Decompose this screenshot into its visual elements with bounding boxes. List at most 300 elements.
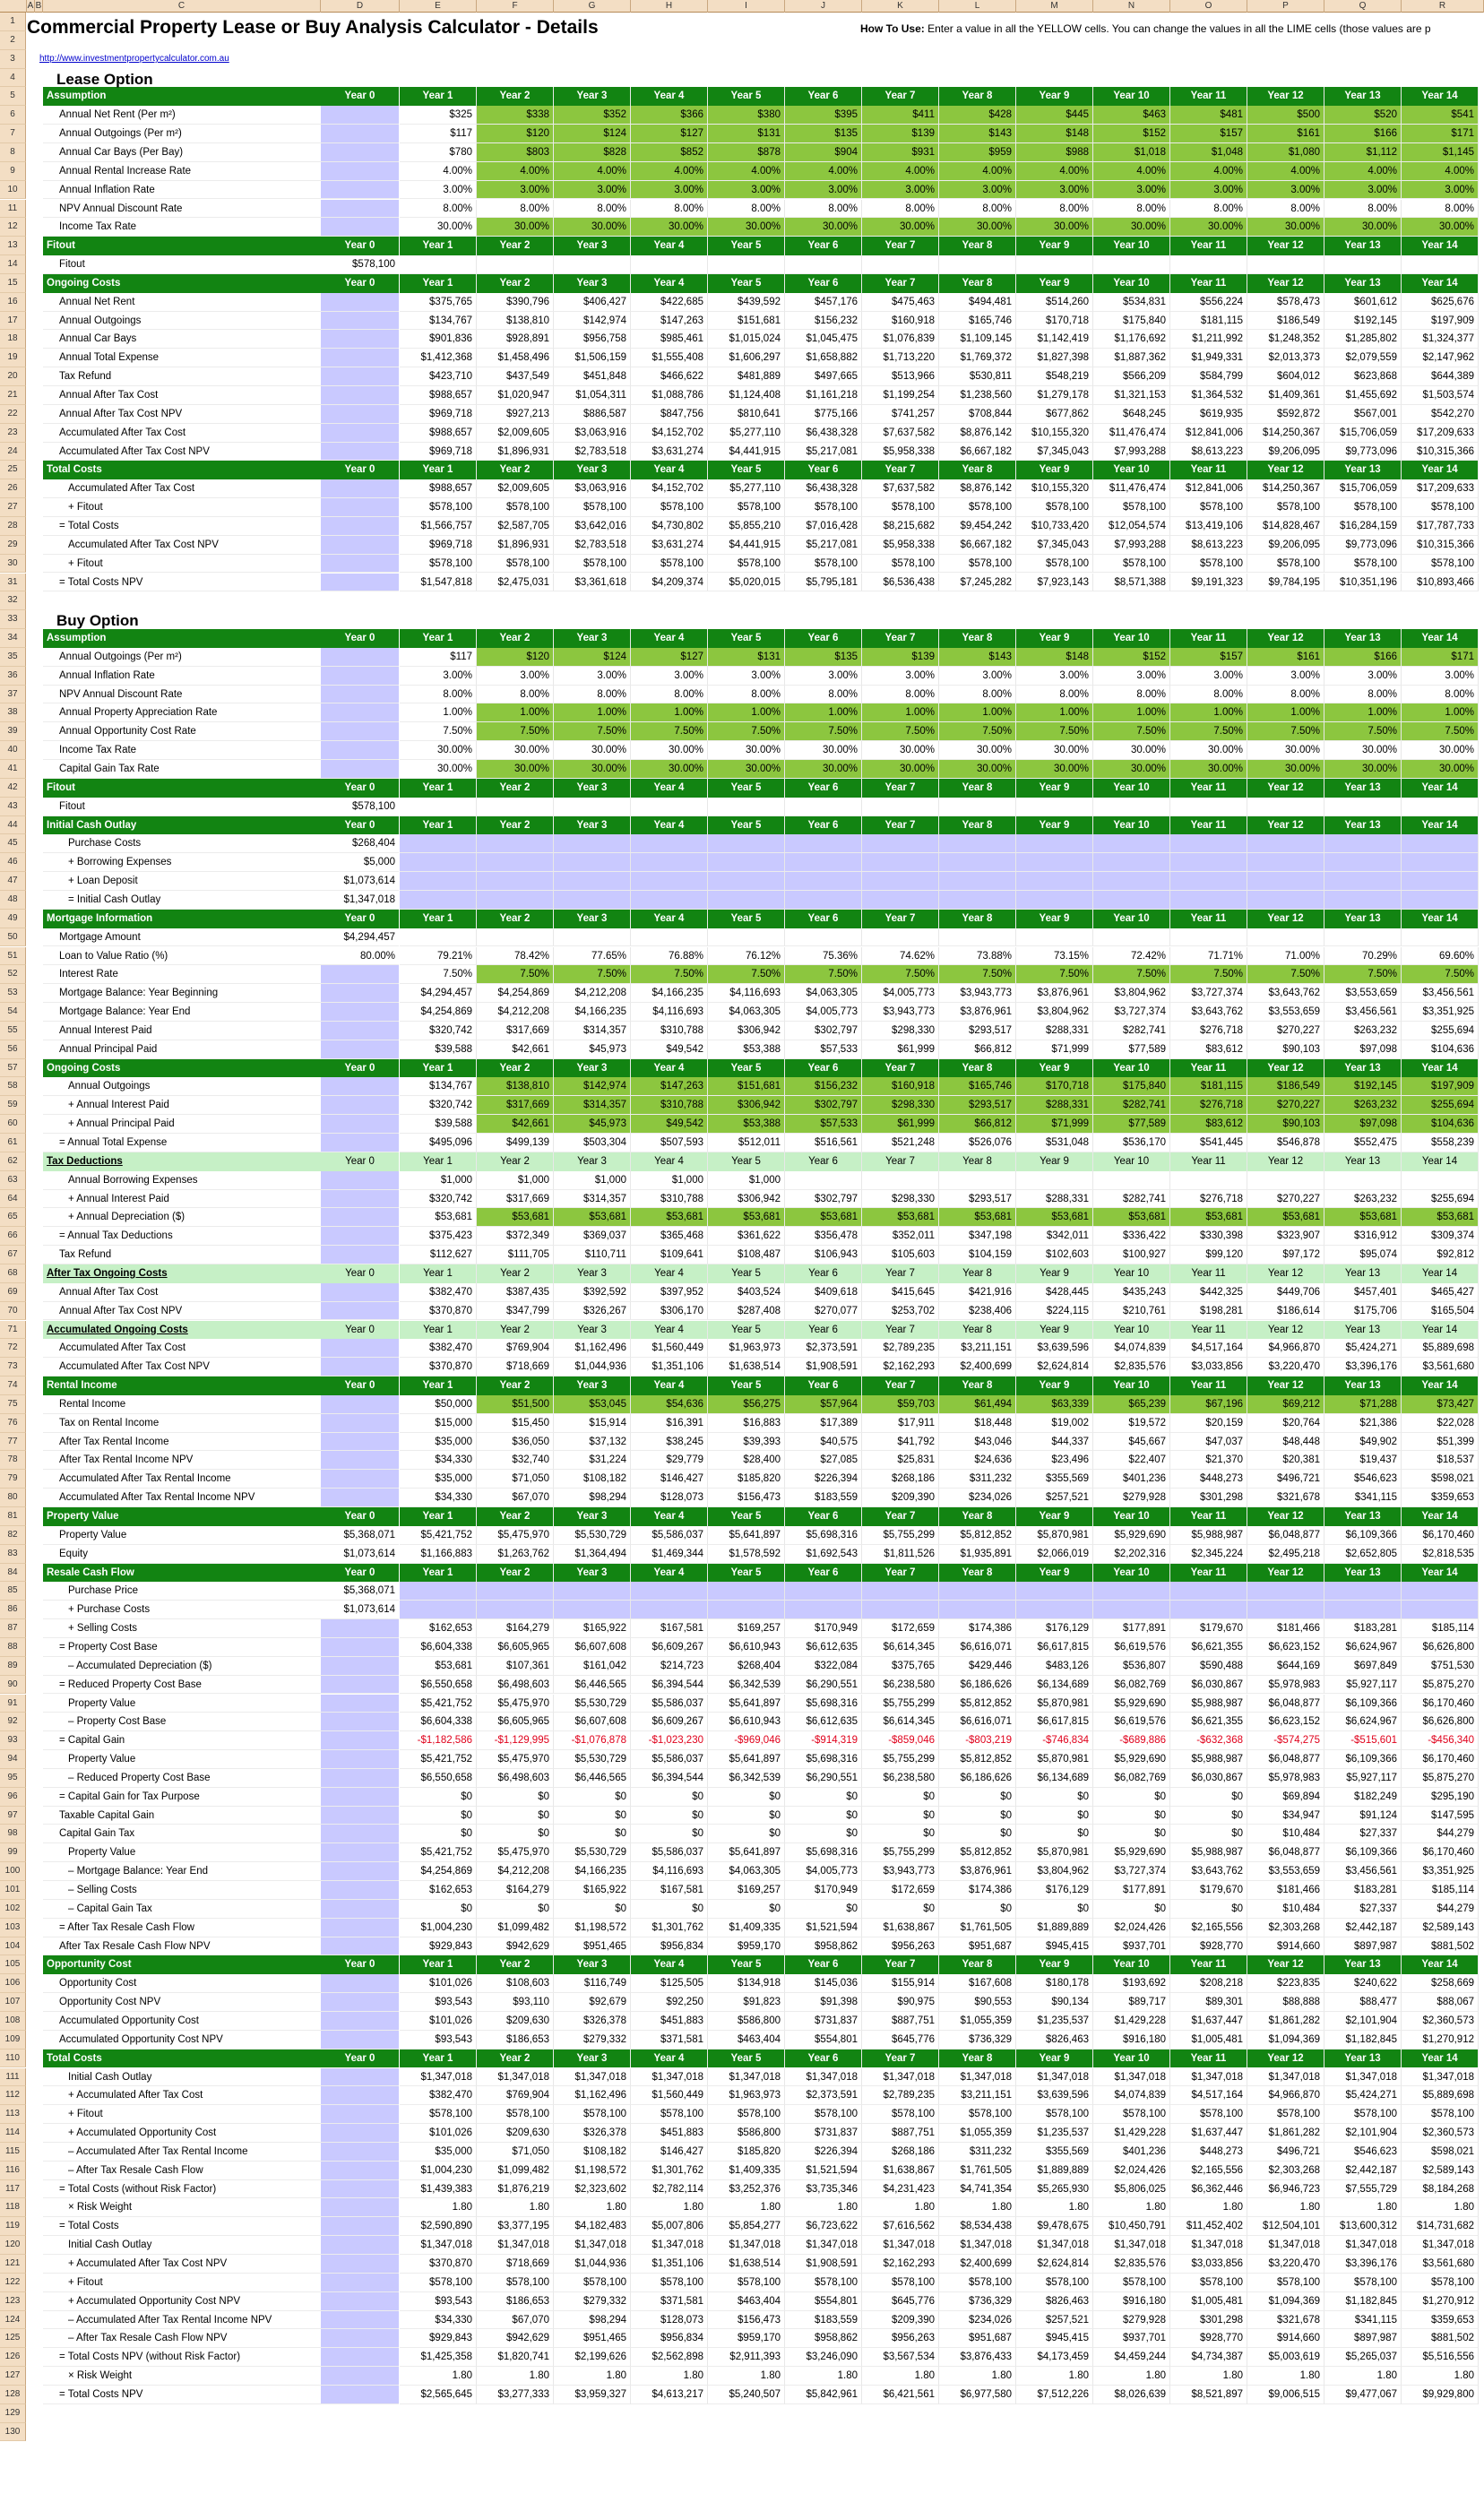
year-cell[interactable]: Year 1: [400, 274, 477, 293]
year-cell[interactable]: Year 13: [1324, 1564, 1402, 1583]
year0-cell[interactable]: [321, 2012, 399, 2031]
year-cell[interactable]: Year 3: [554, 274, 631, 293]
year-cell[interactable]: $0: [477, 1807, 554, 1825]
row-number[interactable]: 98: [0, 1825, 26, 1843]
row-number[interactable]: 1: [0, 13, 26, 31]
year-cell[interactable]: $2,024,426: [1093, 2162, 1170, 2180]
year0-cell[interactable]: Year 0: [321, 910, 399, 928]
year0-cell[interactable]: [321, 984, 399, 1003]
year-cell[interactable]: $5,875,270: [1402, 1769, 1479, 1788]
year-cell[interactable]: $10,484: [1247, 1825, 1324, 1843]
year-cell[interactable]: [554, 853, 631, 872]
year-cell[interactable]: $209,630: [477, 2012, 554, 2031]
year-cell[interactable]: $942,629: [477, 1937, 554, 1956]
year0-cell[interactable]: [321, 1489, 399, 1507]
year-cell[interactable]: $47,037: [1170, 1433, 1247, 1452]
year-cell[interactable]: $1,429,228: [1093, 2124, 1170, 2143]
year-cell[interactable]: $803: [477, 143, 554, 162]
year-cell[interactable]: $25,831: [862, 1451, 939, 1470]
year-cell[interactable]: -$689,886: [1093, 1731, 1170, 1750]
year-cell[interactable]: $102,603: [1016, 1246, 1093, 1264]
year-cell[interactable]: Year 11: [1170, 2050, 1247, 2068]
year-cell[interactable]: $0: [477, 1900, 554, 1919]
year-cell[interactable]: $175,840: [1093, 1077, 1170, 1096]
year-cell[interactable]: Year 10: [1093, 87, 1170, 106]
year-cell[interactable]: $5,812,852: [939, 1843, 1016, 1862]
year-cell[interactable]: 8.00%: [631, 200, 708, 219]
year-cell[interactable]: 3.00%: [631, 181, 708, 200]
year-cell[interactable]: $7,637,582: [862, 424, 939, 443]
year0-cell[interactable]: [321, 1470, 399, 1489]
year-cell[interactable]: $372,349: [477, 1227, 554, 1246]
year-cell[interactable]: $338: [477, 106, 554, 125]
year-cell[interactable]: $5,988,987: [1170, 1750, 1247, 1769]
year-cell[interactable]: $0: [631, 1900, 708, 1919]
year-cell[interactable]: $3,804,962: [1093, 984, 1170, 1003]
year-cell[interactable]: $295,190: [1402, 1788, 1479, 1807]
year-cell[interactable]: $769,904: [477, 2086, 554, 2105]
year-cell[interactable]: [862, 1601, 939, 1619]
year-cell[interactable]: $8,876,142: [939, 479, 1016, 498]
year-cell[interactable]: $1,458,496: [477, 349, 554, 367]
year-cell[interactable]: 8.00%: [708, 686, 785, 704]
year-cell[interactable]: 30.00%: [1016, 760, 1093, 779]
year-cell[interactable]: $451,883: [631, 2124, 708, 2143]
year0-cell[interactable]: [321, 2348, 399, 2367]
year-cell[interactable]: 8.00%: [1247, 200, 1324, 219]
year-cell[interactable]: [477, 853, 554, 872]
year-cell[interactable]: $3,727,374: [1093, 1862, 1170, 1881]
year-cell[interactable]: 7.50%: [1170, 965, 1247, 984]
year-cell[interactable]: 8.00%: [1324, 200, 1402, 219]
year-cell[interactable]: $1,347,018: [1093, 2068, 1170, 2087]
year-cell[interactable]: 30.00%: [1247, 760, 1324, 779]
year-cell[interactable]: Year 12: [1247, 1321, 1324, 1340]
year-cell[interactable]: [1402, 928, 1479, 947]
row-number[interactable]: 99: [0, 1843, 26, 1862]
year-cell[interactable]: [1170, 1171, 1247, 1190]
year-cell[interactable]: $6,048,877: [1247, 1695, 1324, 1713]
year-cell[interactable]: 30.00%: [785, 741, 862, 760]
year-cell[interactable]: $16,284,159: [1324, 517, 1402, 536]
year-cell[interactable]: Year 8: [939, 910, 1016, 928]
year-cell[interactable]: $382,470: [400, 2086, 477, 2105]
year0-cell[interactable]: [321, 293, 399, 312]
year-cell[interactable]: Year 2: [477, 2050, 554, 2068]
year-cell[interactable]: 75.36%: [785, 947, 862, 966]
year-cell[interactable]: $2,400,699: [939, 1358, 1016, 1376]
year-cell[interactable]: $3,396,176: [1324, 2255, 1402, 2274]
year0-cell[interactable]: [321, 330, 399, 349]
year-cell[interactable]: $4,231,423: [862, 2180, 939, 2199]
year-cell[interactable]: 8.00%: [1170, 686, 1247, 704]
row-number[interactable]: 9: [0, 162, 26, 181]
year-cell[interactable]: Year 9: [1016, 1264, 1093, 1283]
year-cell[interactable]: [1402, 1582, 1479, 1601]
year-cell[interactable]: $108,182: [554, 2143, 631, 2162]
year-cell[interactable]: Year 3: [554, 461, 631, 479]
column-header-corner[interactable]: [0, 0, 27, 13]
year-cell[interactable]: $1,469,344: [631, 1545, 708, 1564]
year-cell[interactable]: Year 8: [939, 1376, 1016, 1395]
row-number[interactable]: 10: [0, 181, 26, 200]
row-number[interactable]: 40: [0, 741, 26, 760]
year-cell[interactable]: $6,609,267: [631, 1713, 708, 1731]
year-cell[interactable]: Year 2: [477, 816, 554, 835]
year-cell[interactable]: $9,206,095: [1247, 443, 1324, 462]
year-cell[interactable]: $6,438,328: [785, 479, 862, 498]
year-cell[interactable]: $1,503,574: [1402, 386, 1479, 405]
year-cell[interactable]: $1,425,358: [400, 2348, 477, 2367]
year0-cell[interactable]: [321, 1695, 399, 1713]
year-cell[interactable]: $22,407: [1093, 1451, 1170, 1470]
year-cell[interactable]: 3.00%: [1402, 181, 1479, 200]
year-cell[interactable]: Year 1: [400, 1059, 477, 1078]
year-cell[interactable]: $170,949: [785, 1619, 862, 1638]
year-cell[interactable]: Year 1: [400, 1376, 477, 1395]
row-number[interactable]: 20: [0, 367, 26, 386]
year-cell[interactable]: $175,706: [1324, 1302, 1402, 1321]
year-cell[interactable]: [1402, 1601, 1479, 1619]
year-cell[interactable]: $53,681: [1324, 1208, 1402, 1227]
year-cell[interactable]: 7.50%: [554, 722, 631, 741]
year-cell[interactable]: $988,657: [400, 479, 477, 498]
year-cell[interactable]: 3.00%: [1170, 667, 1247, 686]
year-cell[interactable]: $165,746: [939, 312, 1016, 331]
row-number[interactable]: 74: [0, 1376, 26, 1395]
year-cell[interactable]: $106,943: [785, 1246, 862, 1264]
year-cell[interactable]: $5,217,081: [785, 443, 862, 462]
year-cell[interactable]: $3,561,680: [1402, 1358, 1479, 1376]
year-cell[interactable]: $53,681: [400, 1208, 477, 1227]
year-cell[interactable]: Year 1: [400, 87, 477, 106]
year-cell[interactable]: $156,473: [708, 2311, 785, 2330]
year-cell[interactable]: Year 2: [477, 1059, 554, 1078]
year-cell[interactable]: 8.00%: [477, 200, 554, 219]
year-cell[interactable]: 30.00%: [785, 218, 862, 237]
year-cell[interactable]: $578,100: [785, 2274, 862, 2292]
year-cell[interactable]: $34,330: [400, 2311, 477, 2330]
year-cell[interactable]: $45,667: [1093, 1433, 1170, 1452]
year-cell[interactable]: $186,549: [1247, 312, 1324, 331]
year-cell[interactable]: [862, 255, 939, 274]
year0-cell[interactable]: [321, 2068, 399, 2087]
year-cell[interactable]: $32,740: [477, 1451, 554, 1470]
year-cell[interactable]: $1,347,018: [939, 2068, 1016, 2087]
year-cell[interactable]: 30.00%: [1016, 741, 1093, 760]
year-cell[interactable]: 7.50%: [1324, 965, 1402, 984]
year-cell[interactable]: [1324, 255, 1402, 274]
year-cell[interactable]: 8.00%: [400, 200, 477, 219]
year-cell[interactable]: $3,876,961: [1016, 984, 1093, 1003]
year-cell[interactable]: $5,003,619: [1247, 2348, 1324, 2367]
year0-cell[interactable]: $578,100: [321, 255, 399, 274]
year0-cell[interactable]: [321, 1414, 399, 1433]
year-cell[interactable]: $497,665: [785, 367, 862, 386]
year-cell[interactable]: Year 10: [1093, 910, 1170, 928]
year-cell[interactable]: $185,820: [708, 2143, 785, 2162]
year-cell[interactable]: $21,370: [1170, 1451, 1247, 1470]
year-cell[interactable]: $5,755,299: [862, 1843, 939, 1862]
year-cell[interactable]: Year 6: [785, 1564, 862, 1583]
year-cell[interactable]: Year 3: [554, 1376, 631, 1395]
year-cell[interactable]: Year 4: [631, 1059, 708, 1078]
year-cell[interactable]: $1,099,482: [477, 2162, 554, 2180]
year-cell[interactable]: 1.80: [1016, 2367, 1093, 2386]
year-cell[interactable]: 4.00%: [1093, 162, 1170, 181]
year-cell[interactable]: $4,254,869: [400, 1862, 477, 1881]
year-cell[interactable]: $5,265,037: [1324, 2348, 1402, 2367]
year-cell[interactable]: $736,329: [939, 2292, 1016, 2311]
year-cell[interactable]: $3,456,561: [1324, 1003, 1402, 1022]
year-cell[interactable]: $6,614,345: [862, 1638, 939, 1657]
year0-cell[interactable]: [321, 1919, 399, 1937]
year-cell[interactable]: [862, 798, 939, 816]
year-cell[interactable]: [1247, 853, 1324, 872]
year-cell[interactable]: Year 4: [631, 461, 708, 479]
year-cell[interactable]: $810,641: [708, 405, 785, 424]
year-cell[interactable]: [1093, 891, 1170, 910]
year-cell[interactable]: $59,703: [862, 1395, 939, 1414]
year-cell[interactable]: 3.00%: [1324, 181, 1402, 200]
year-cell[interactable]: $167,581: [631, 1881, 708, 1900]
column-header-A[interactable]: A: [27, 1, 34, 11]
year-cell[interactable]: $625,676: [1402, 293, 1479, 312]
year0-cell[interactable]: [321, 1657, 399, 1676]
year-cell[interactable]: $107,361: [477, 1657, 554, 1676]
year0-cell[interactable]: [321, 1283, 399, 1302]
year-cell[interactable]: $134,918: [708, 1974, 785, 1993]
year-cell[interactable]: $7,555,729: [1324, 2180, 1402, 2199]
year-cell[interactable]: [400, 891, 477, 910]
row-number[interactable]: 25: [0, 461, 26, 479]
year-cell[interactable]: $293,517: [939, 1022, 1016, 1040]
year-cell[interactable]: -$746,834: [1016, 1731, 1093, 1750]
year-cell[interactable]: $1,198,572: [554, 1919, 631, 1937]
year-cell[interactable]: $12,841,006: [1170, 424, 1247, 443]
year-cell[interactable]: [554, 928, 631, 947]
year-cell[interactable]: $99,120: [1170, 1246, 1247, 1264]
year-cell[interactable]: [477, 798, 554, 816]
year-cell[interactable]: $648,245: [1093, 405, 1170, 424]
year-cell[interactable]: $5,889,698: [1402, 2086, 1479, 2105]
year-cell[interactable]: $39,588: [400, 1115, 477, 1134]
year-cell[interactable]: $2,590,890: [400, 2217, 477, 2236]
year-cell[interactable]: $124: [554, 125, 631, 143]
year-cell[interactable]: $500: [1247, 106, 1324, 125]
row-number[interactable]: 65: [0, 1208, 26, 1227]
year-cell[interactable]: [785, 255, 862, 274]
year-cell[interactable]: [939, 928, 1016, 947]
row-number[interactable]: 80: [0, 1489, 26, 1507]
year-cell[interactable]: 7.50%: [1093, 965, 1170, 984]
year-cell[interactable]: $586,800: [708, 2124, 785, 2143]
year-cell[interactable]: $279,332: [554, 2292, 631, 2311]
year-cell[interactable]: $175,840: [1093, 312, 1170, 331]
year-cell[interactable]: $1,658,882: [785, 349, 862, 367]
year-cell[interactable]: $1,963,973: [708, 2086, 785, 2105]
year-cell[interactable]: $887,751: [862, 2012, 939, 2031]
year-cell[interactable]: [1016, 255, 1093, 274]
year-cell[interactable]: $2,624,814: [1016, 1358, 1093, 1376]
year-cell[interactable]: Year 1: [400, 816, 477, 835]
year-cell[interactable]: 8.00%: [1402, 686, 1479, 704]
year-cell[interactable]: $886,587: [554, 405, 631, 424]
year0-cell[interactable]: $5,000: [321, 853, 399, 872]
column-header-C[interactable]: C: [43, 0, 321, 13]
year-cell[interactable]: $341,115: [1324, 2311, 1402, 2330]
year-cell[interactable]: $361,622: [708, 1227, 785, 1246]
year-cell[interactable]: 3.00%: [400, 667, 477, 686]
year-cell[interactable]: $8,026,639: [1093, 2386, 1170, 2404]
year-cell[interactable]: Year 13: [1324, 910, 1402, 928]
row-number[interactable]: 112: [0, 2086, 26, 2105]
year-cell[interactable]: $19,572: [1093, 1414, 1170, 1433]
year-cell[interactable]: $578,100: [1016, 2274, 1093, 2292]
column-header-D[interactable]: D: [321, 0, 400, 13]
year-cell[interactable]: $6,626,800: [1402, 1713, 1479, 1731]
year-cell[interactable]: $578,100: [400, 2105, 477, 2124]
year-cell[interactable]: $1,347,018: [631, 2236, 708, 2255]
year-cell[interactable]: $556,224: [1170, 293, 1247, 312]
year-cell[interactable]: 7.50%: [631, 965, 708, 984]
row-number[interactable]: 104: [0, 1937, 26, 1956]
year-cell[interactable]: $1,347,018: [708, 2236, 785, 2255]
year-cell[interactable]: Year 12: [1247, 1264, 1324, 1283]
year-cell[interactable]: Year 1: [400, 1321, 477, 1340]
year-cell[interactable]: $23,496: [1016, 1451, 1093, 1470]
year-cell[interactable]: $6,610,943: [708, 1638, 785, 1657]
year-cell[interactable]: $9,773,096: [1324, 443, 1402, 462]
row-number[interactable]: 95: [0, 1769, 26, 1788]
year-cell[interactable]: Year 14: [1402, 461, 1479, 479]
year-cell[interactable]: $578,100: [1093, 2105, 1170, 2124]
row-number[interactable]: 16: [0, 293, 26, 312]
year-cell[interactable]: $287,408: [708, 1302, 785, 1321]
year-cell[interactable]: $1,301,762: [631, 2162, 708, 2180]
year-cell[interactable]: 30.00%: [1170, 218, 1247, 237]
year0-cell[interactable]: [321, 1900, 399, 1919]
year-cell[interactable]: $109,641: [631, 1246, 708, 1264]
year-cell[interactable]: $1,347,018: [1170, 2068, 1247, 2087]
year-cell[interactable]: 30.00%: [1324, 741, 1402, 760]
year-cell[interactable]: $546,623: [1324, 2143, 1402, 2162]
year-cell[interactable]: $282,741: [1093, 1190, 1170, 1209]
year-cell[interactable]: Year 14: [1402, 87, 1479, 106]
year-cell[interactable]: $174,386: [939, 1619, 1016, 1638]
year-cell[interactable]: $164,279: [477, 1881, 554, 1900]
year-cell[interactable]: Year 9: [1016, 87, 1093, 106]
year-cell[interactable]: $108,182: [554, 1470, 631, 1489]
year-cell[interactable]: 4.00%: [1402, 162, 1479, 181]
year-cell[interactable]: Year 7: [862, 2050, 939, 2068]
year-cell[interactable]: $148: [1016, 648, 1093, 667]
year-cell[interactable]: $131: [708, 125, 785, 143]
year-cell[interactable]: 78.42%: [477, 947, 554, 966]
year0-cell[interactable]: [321, 1115, 399, 1134]
year-cell[interactable]: $1,692,543: [785, 1545, 862, 1564]
year-cell[interactable]: $3,246,090: [785, 2348, 862, 2367]
year-cell[interactable]: $88,067: [1402, 1993, 1479, 2012]
row-number[interactable]: 81: [0, 1507, 26, 1526]
year-cell[interactable]: $51,399: [1402, 1433, 1479, 1452]
year-cell[interactable]: $3,639,596: [1016, 2086, 1093, 2105]
row-number[interactable]: 43: [0, 798, 26, 816]
year-cell[interactable]: $10,155,320: [1016, 424, 1093, 443]
year-cell[interactable]: $881,502: [1402, 1937, 1479, 1956]
year-cell[interactable]: [1402, 872, 1479, 891]
year-cell[interactable]: $731,837: [785, 2012, 862, 2031]
year-cell[interactable]: $148: [1016, 125, 1093, 143]
year-cell[interactable]: $1,908,591: [785, 1358, 862, 1376]
year-cell[interactable]: $2,373,591: [785, 1339, 862, 1358]
year-cell[interactable]: $1,439,383: [400, 2180, 477, 2199]
year-cell[interactable]: $6,604,338: [400, 1713, 477, 1731]
year-cell[interactable]: $97,098: [1324, 1040, 1402, 1059]
year-cell[interactable]: $956,758: [554, 330, 631, 349]
year-cell[interactable]: $4,063,305: [708, 1003, 785, 1022]
year-cell[interactable]: 7.50%: [1016, 965, 1093, 984]
year-cell[interactable]: $1,080: [1247, 143, 1324, 162]
year-cell[interactable]: $5,217,081: [785, 536, 862, 555]
year-cell[interactable]: $310,788: [631, 1096, 708, 1115]
year-cell[interactable]: Year 3: [554, 1507, 631, 1526]
year-cell[interactable]: $0: [631, 1825, 708, 1843]
year-cell[interactable]: $179,670: [1170, 1619, 1247, 1638]
year-cell[interactable]: Year 3: [554, 629, 631, 648]
year-cell[interactable]: $4,209,374: [631, 574, 708, 592]
year-cell[interactable]: $1,285,802: [1324, 330, 1402, 349]
year-cell[interactable]: $53,681: [631, 1208, 708, 1227]
year-cell[interactable]: $117: [400, 125, 477, 143]
year-cell[interactable]: Year 4: [631, 1321, 708, 1340]
year-cell[interactable]: Year 2: [477, 910, 554, 928]
year-cell[interactable]: Year 9: [1016, 1321, 1093, 1340]
year-cell[interactable]: $40,575: [785, 1433, 862, 1452]
year-cell[interactable]: Year 9: [1016, 1152, 1093, 1171]
year-cell[interactable]: $951,687: [939, 2329, 1016, 2348]
year-cell[interactable]: $151,681: [708, 1077, 785, 1096]
year-cell[interactable]: 3.00%: [862, 667, 939, 686]
year-cell[interactable]: $578,100: [1324, 555, 1402, 574]
year-cell[interactable]: $14,250,367: [1247, 424, 1324, 443]
year-cell[interactable]: $347,198: [939, 1227, 1016, 1246]
year0-cell[interactable]: Year 0: [321, 1321, 399, 1340]
year-cell[interactable]: $6,170,460: [1402, 1750, 1479, 1769]
year-cell[interactable]: 1.00%: [631, 703, 708, 722]
year-cell[interactable]: $255,694: [1402, 1096, 1479, 1115]
year0-cell[interactable]: Year 0: [321, 461, 399, 479]
year-cell[interactable]: $951,465: [554, 2329, 631, 2348]
year-cell[interactable]: $24,636: [939, 1451, 1016, 1470]
year-cell[interactable]: $142,974: [554, 312, 631, 331]
year-cell[interactable]: $513,966: [862, 367, 939, 386]
year-cell[interactable]: $314,357: [554, 1022, 631, 1040]
year-cell[interactable]: $164,279: [477, 1619, 554, 1638]
row-number[interactable]: 55: [0, 1022, 26, 1040]
year-cell[interactable]: [1170, 834, 1247, 853]
year0-cell[interactable]: [321, 1171, 399, 1190]
year-cell[interactable]: $937,701: [1093, 1937, 1170, 1956]
year-cell[interactable]: $1,324,377: [1402, 330, 1479, 349]
column-header-E[interactable]: E: [400, 0, 477, 13]
year-cell[interactable]: 8.00%: [862, 686, 939, 704]
year-cell[interactable]: $1,045,475: [785, 330, 862, 349]
year-cell[interactable]: $1,889,889: [1016, 1919, 1093, 1937]
year-cell[interactable]: $4,074,839: [1093, 2086, 1170, 2105]
year-cell[interactable]: $258,669: [1402, 1974, 1479, 1993]
year-cell[interactable]: $16,883: [708, 1414, 785, 1433]
